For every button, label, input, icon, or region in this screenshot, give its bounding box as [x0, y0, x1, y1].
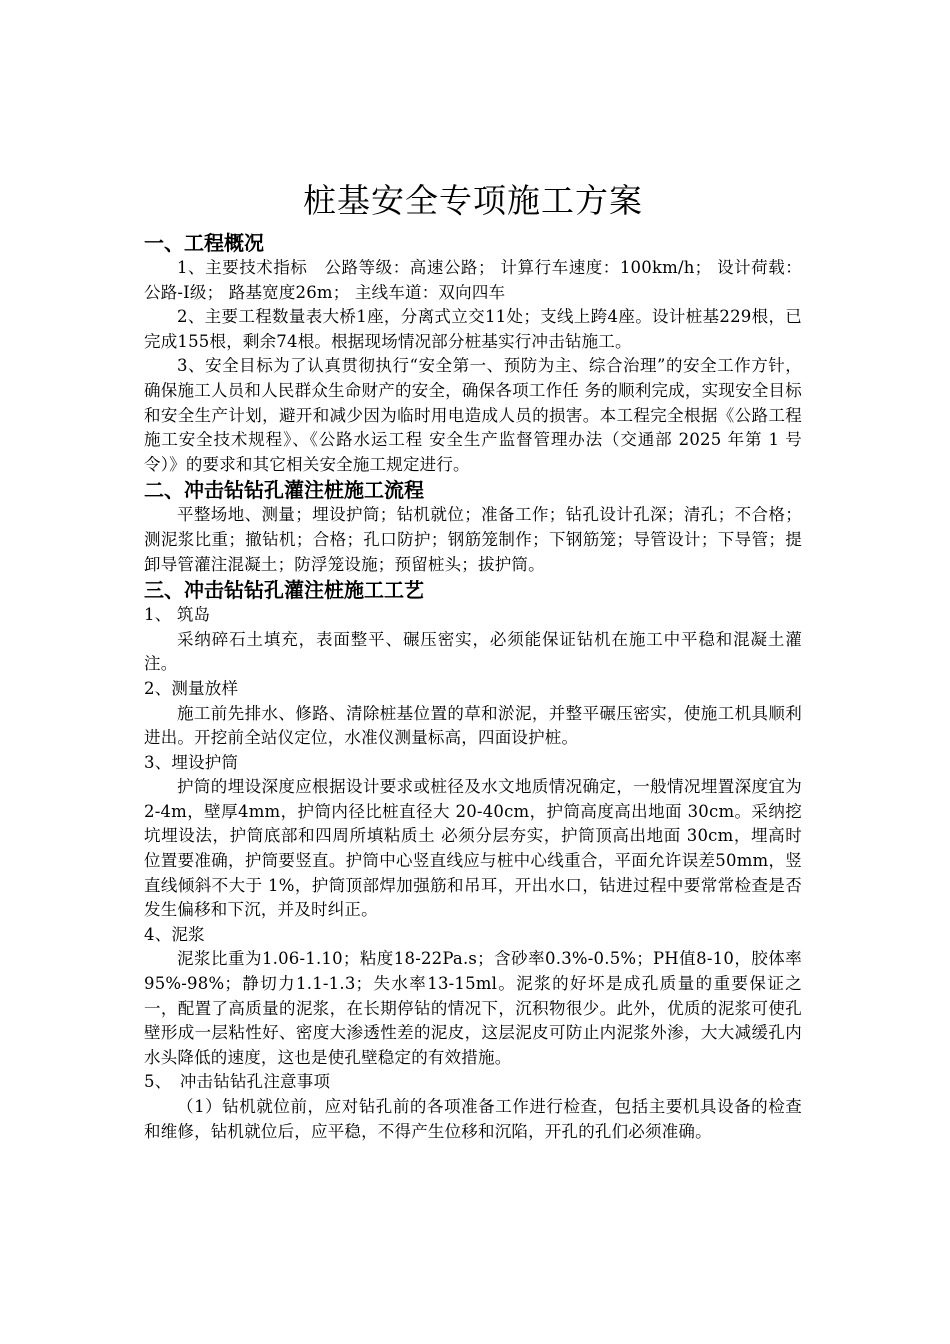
- subsection-label-drilling-notes: 5、 冲击钻钻孔注意事项: [144, 1072, 331, 1092]
- paragraph-quantities: 2、主要工程数量表大桥1座，分离式立交11处；支线上跨4座。设计桩基229根，已完成155根，剩余74根。根据现场情况部分桩基实行冲击钻施工。: [144, 307, 802, 351]
- subsection-label-island: 1、 筑岛: [144, 605, 211, 625]
- section-heading-technique: 三、冲击钻钻孔灌注桩施工工艺: [144, 578, 424, 603]
- subsection-label-slurry: 4、泥浆: [144, 924, 205, 944]
- section-heading-overview: 一、工程概况: [144, 231, 264, 255]
- subsection-text-island: 采纳碎石土填充，表面整平、碾压密实，必须能保证钻机在施工中平稳和混凝土灌注。: [144, 629, 802, 674]
- subsection-text-survey: 施工前先排水、修路、清除桩基位置的草和淤泥，并整平碾压密实，使施工机具顺利进出。开挖前全站仪定位，水准仪测量标高，四面设护桩。: [144, 703, 802, 748]
- subsection-text-drilling-notes: （1）钻机就位前，应对钻孔前的各项准备工作进行检查，包括主要机具设备的检查和维修，钻机就位后，应平稳，不得产生位移和沉陷，开孔的孔们必须准确。: [144, 1097, 802, 1141]
- paragraph-safety-goal: 3、安全目标为了认真贯彻执行“安全第一、预防为主、综合治理”的安全工作方针，确保施工人员和人民群众生命财产的安全，确保各项工作任 务的顺利完成，实现安全目标和安全生产计划，避开和减少因为临时用电造成人员的损害。本工程完全根据《公路工程施工安全技术规程》、《公路水运工程 安全生产监督管理办法（交通部 2025 年第 1 号令）》的要求和其它相关安全施工规定进行。: [144, 356, 802, 474]
- subsection-text-casing: 护筒的埋设深度应根据设计要求或桩径及水文地质情况确定，一般情况埋置深度宜为2-4m，壁厚4mm，护筒内径比桩直径大 20-40cm，护筒高度高出地面 30cm。采纳挖坑埋设法，护筒底部和四周所填粘质土 必须分层夯实，护筒顶高出地面 30cm，埋高时位置要准确，护筒要竖直。护筒中心竖直线应与桩中心线重合，平面允许误差50mm，竖直线倾斜不大于 1%，护筒顶部焊加强筋和吊耳，开出水口，钻进过程中要常常检查是否发生偏移和下沉，并及时纠正。: [144, 777, 802, 920]
- paragraph-tech-indicators: 1、主要技术指标 公路等级：高速公路； 计算行车速度：100km/h； 设计荷载：公路-Ⅰ级； 路基宽度26m； 主线车道：双向四车: [144, 258, 802, 302]
- subsection-label-casing: 3、埋设护筒: [144, 752, 239, 772]
- subsection-text-slurry: 泥浆比重为1.06-1.10；粘度18-22Pa.s；含砂率0.3%-0.5%；PH值8-10，胶体率95%-98%；静切力1.1-1.3；失水率13-15ml。泥浆的好坏是成孔质量的重要保证之一，配置了高质量的泥浆，在长期停钻的情况下，沉积物很少。此外，优质的泥浆可使孔壁形成一层粘性好、密度大渗透性差的泥皮，这层泥皮可防止内泥浆外渗，大大减缓孔内 水头降低的速度，这也是使孔壁稳定的有效措施。: [144, 949, 802, 1067]
- subsection-label-survey: 2、测量放样: [144, 678, 239, 698]
- section-heading-process: 二、冲击钻钻孔灌注桩施工流程: [144, 478, 424, 503]
- page-title: 桩基安全专项施工方案: [303, 181, 643, 220]
- paragraph-process-flow: 平整场地、测量；埋设护筒；钻机就位；准备工作；钻孔设计孔深；清孔；不合格；测泥浆比重；撤钻机；合格；孔口防护；钢筋笼制作；下钢筋笼；导管设计；下导管；提卸导管灌注混凝土；防浮笼设施；预留桩头；拔护筒。: [144, 505, 802, 574]
